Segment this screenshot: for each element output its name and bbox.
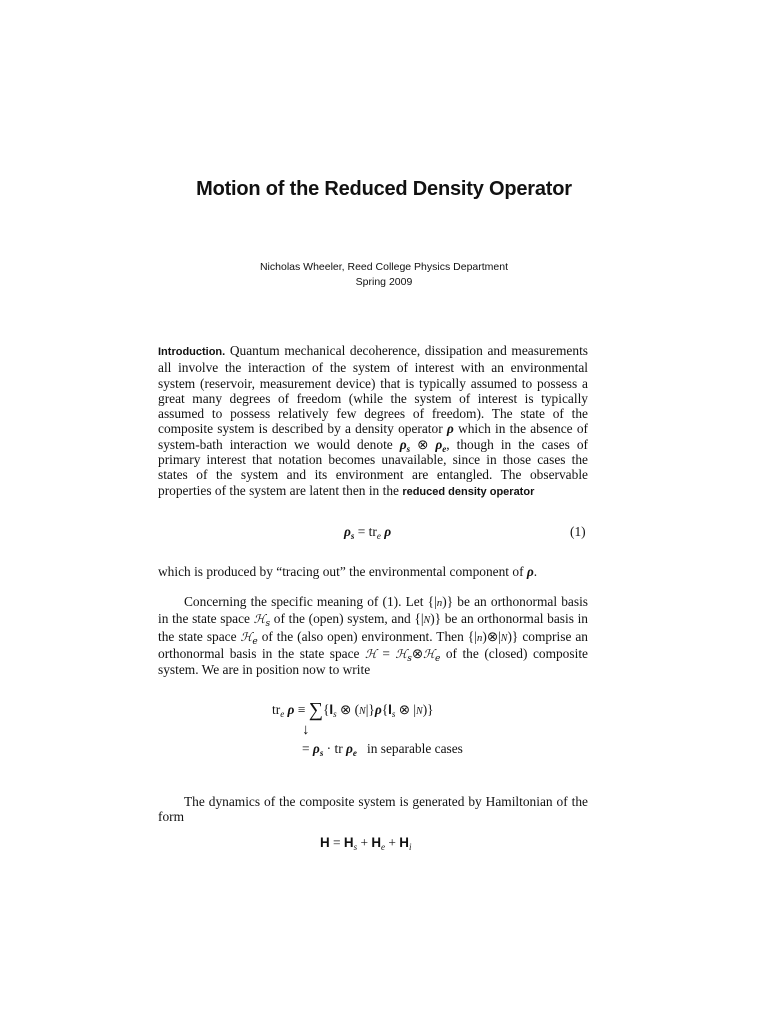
intro-paragraph: Introduction. Quantum mechanical decoherence, dissipation and measurements all involve the interaction of the system of interest with an environmental system (reservoir, measurement device) that is typically assumed to possess a great many degrees of freedom (while the system of interest is typically assumed to possess relatively few degrees of freedom). The state of the composite system is described by a density operator ρ which in the absence of system-bath interaction we would denote $\rho_s$ ⊗ $\rho_e$, though in the cases of primary interest that notation becomes unavailable, since in those cases the states of the system and its environment are entangled. The observable properties of the system are latent then in the reduced density operator <box>158 343 588 498</box>
equation-1: $\rho_s = tr_e$ ρ <box>344 524 392 541</box>
equation-number-1: (1) <box>570 524 586 539</box>
date-line: Spring 2009 <box>355 276 413 288</box>
dynamics-paragraph: The dynamics of the composite system is generated by Hamiltonian of the form <box>158 794 588 825</box>
separable-label: in separable cases <box>366 741 463 756</box>
intro-text-2: which in the absence of system-bath interaction we would denote <box>158 421 588 452</box>
equation-separable: = $\rho_s$ · tr $\rho_e$ in separable cases <box>302 741 463 758</box>
reduced-density-term: reduced density operator <box>402 485 535 498</box>
author-line: Nicholas Wheeler, Reed College Physics Department <box>259 261 509 273</box>
intro-heading: Introduction. <box>158 346 226 358</box>
intro-text-1: Quantum mechanical decoherence, dissipation and measurements all involve the interaction of the system of interest with an environmental system (reservoir, measurement device) that is typically assumed to possess a great many degrees of freedom (while the system of interest is typically assumed to possess relatively few degrees of freedom). The state of the composite system is described by a density operator <box>158 343 588 437</box>
equation-trace-sum: $tr_e$ $\rho \equiv \sum\{I_s$ ⊗ $(N|\}\rho\{I_s$ ⊗ |N)} <box>272 699 434 721</box>
tracing-paragraph: which is produced by “tracing out” the environmental component of ρ. <box>158 564 538 579</box>
intro-text-3: , though in the cases of primary interest that notation becomes unavailable, since in those cases the states of the system and its environment are entangled. The observable properties of the system are latent then in the <box>158 436 588 498</box>
down-arrow-icon: ↓ <box>302 722 310 738</box>
equation-hamiltonian: $H = H_s + H_e + H_i$ <box>320 835 412 852</box>
page-title: Motion of the Reduced Density Operator <box>196 178 572 200</box>
basis-paragraph: Concerning the specific meaning of (1). Let {|n)} be an orthonormal basis in the state space ℋ$_s$ of the (open) system, and {|N)} be an orthonormal basis in the state space ℋ$_e$ of the (also open) environment. Then {|n)⊗|N)} comprise an orthonormal basis in the state space ℋ = ℋ$_s$⊗ℋ$_e$ of the (closed) composite system. We are in position now to write <box>158 594 589 678</box>
